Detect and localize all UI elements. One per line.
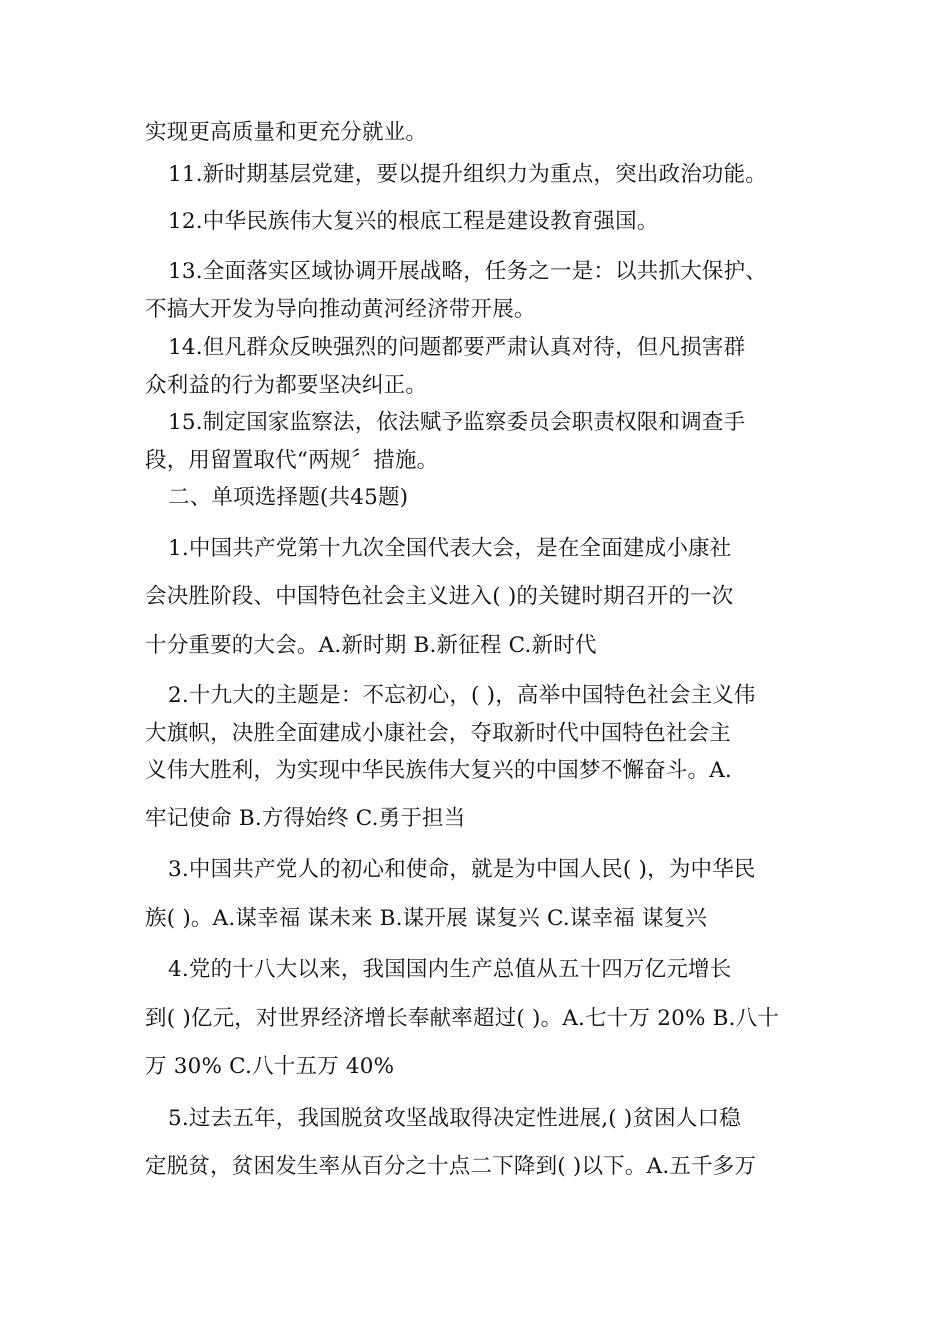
section-heading: 二、单项选择题(共45题) (168, 485, 409, 510)
text-line-3: 12.中华民族伟大复兴的根底工程是建设教育强国。 (168, 209, 659, 234)
text-line-9: 段，用留置取代“两规〞措施。 (145, 448, 439, 473)
text-line-12: 会决胜阶段、中国特色社会主义进入( )的关键时期召开的一次 (145, 584, 734, 609)
text-line-16: 义伟大胜利，为实现中华民族伟大复兴的中国梦不懈奋斗。A. (145, 758, 732, 783)
text-line-19: 族( )。A.谋幸福 谋未来 B.谋开展 谋复兴 C.谋幸福 谋复兴 (145, 906, 708, 931)
text-line-18: 3.中国共产党人的初心和使命，就是为中国人民( )，为中华民 (168, 857, 756, 882)
text-line-14: 2.十九大的主题是：不忘初心，( )，高举中国特色社会主义伟 (168, 683, 756, 708)
text-line-1: 实现更高质量和更充分就业。 (145, 120, 428, 145)
text-line-7: 众利益的行为都要坚决纠正。 (145, 373, 428, 398)
text-line-24: 定脱贫，贫困发生率从百分之十点二下降到( )以下。A.五千多万 (145, 1154, 757, 1179)
text-line-15: 大旗帜，决胜全面建成小康社会，夺取新时代中国特色社会主 (145, 721, 731, 746)
text-line-20: 4.党的十八大以来，我国国内生产总值从五十四万亿元增长 (168, 957, 732, 982)
text-line-2: 11.新时期基层党建，要以提升组织力为重点，突出政治功能。 (168, 162, 767, 187)
text-line-17: 牢记使命 B.方得始终 C.勇于担当 (145, 806, 466, 831)
text-line-4: 13.全面落实区域协调开展战略，任务之一是：以共抓大保护、 (168, 259, 767, 284)
text-line-13: 十分重要的大会。A.新时期 B.新征程 C.新时代 (145, 633, 597, 658)
text-line-5: 不搞大开发为导向推动黄河经济带开展。 (145, 297, 536, 322)
text-line-21: 到( )亿元，对世界经济增长奉献率超过( )。A.七十万 20% B.八十 (145, 1006, 780, 1031)
text-line-8: 15.制定国家监察法，依法赋予监察委员会职责权限和调查手 (168, 410, 746, 435)
text-line-22: 万 30% C.八十五万 40% (145, 1054, 395, 1079)
text-line-23: 5.过去五年，我国脱贫攻坚战取得决定性进展,( )贫困人口稳 (168, 1106, 741, 1131)
text-line-6: 14.但凡群众反映强烈的问题都要严肃认真对待，但凡损害群 (168, 335, 746, 360)
text-line-11: 1.中国共产党第十九次全国代表大会，是在全面建成小康社 (168, 536, 732, 561)
